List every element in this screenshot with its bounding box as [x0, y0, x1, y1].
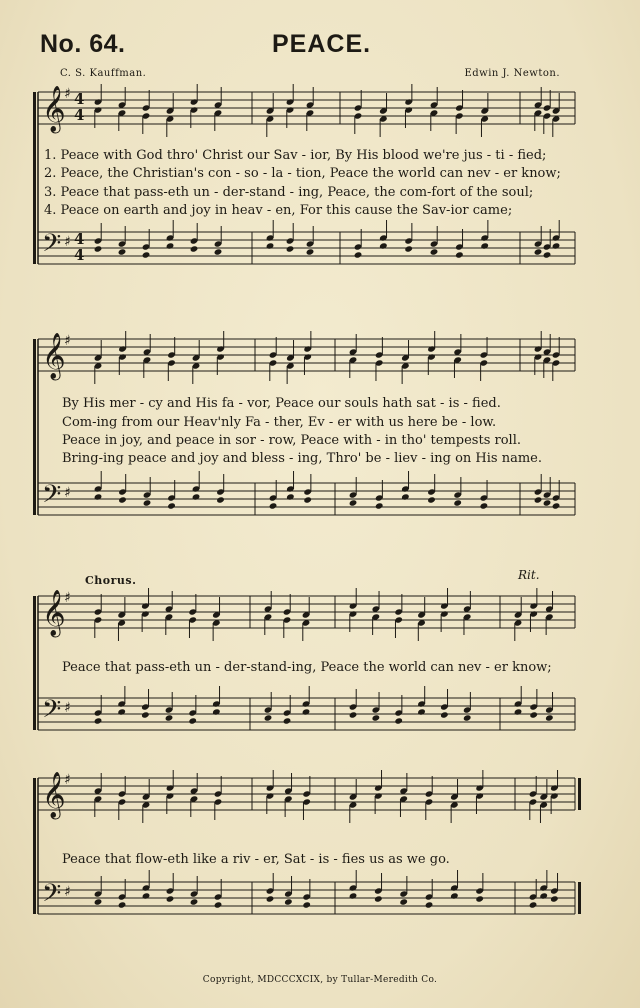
svg-text:♯: ♯	[64, 700, 71, 716]
svg-text:𝄢: 𝄢	[42, 695, 62, 730]
music-system-3	[0, 580, 640, 780]
verse-3-line-a: 3. Peace that pass-eth un - der-stand - ing, Peace, the com-fort of the soul;	[44, 185, 534, 200]
composer-credit: C. S. Kauffman.	[60, 68, 147, 79]
svg-text:4: 4	[74, 230, 85, 248]
svg-text:𝄢: 𝄢	[42, 229, 62, 264]
svg-text:♯: ♯	[64, 772, 71, 788]
author-credit: Edwin J. Newton.	[464, 68, 560, 79]
verse-4-line-a: 4. Peace on earth and joy in heav - en, For this cause the Sav-ior came;	[44, 203, 513, 218]
svg-text:𝄞: 𝄞	[42, 590, 66, 636]
svg-text:♯: ♯	[64, 333, 71, 349]
copyright-notice: Copyright, MDCCCXCIX, by Tullar-Meredith Co.	[202, 975, 438, 985]
svg-text:♯: ♯	[64, 86, 71, 102]
svg-text:𝄞: 𝄞	[42, 333, 66, 379]
svg-text:♯: ♯	[64, 590, 71, 606]
svg-text:𝄢: 𝄢	[42, 879, 62, 914]
verse-1-line-a: 1. Peace with God thro' Christ our Sav - ior, By His blood we're jus - ti - fied;	[44, 148, 547, 163]
hymn-title: PEACE.	[272, 30, 372, 58]
svg-text:♯: ♯	[64, 485, 71, 501]
svg-text:4: 4	[74, 106, 85, 124]
verse-2-line-b: Com-ing from our Heav'nly Fa - ther, Ev - er with us here be - low.	[62, 415, 497, 430]
svg-text:4: 4	[74, 246, 85, 264]
chorus-line-2: Peace that flow-eth like a riv - er, Sat - is - fies us as we go.	[62, 852, 450, 867]
svg-text:♯: ♯	[64, 234, 71, 250]
hymn-number: No. 64.	[40, 30, 126, 58]
svg-text:♯: ♯	[64, 884, 71, 900]
music-system-2	[0, 325, 640, 535]
svg-text:𝄢: 𝄢	[42, 480, 62, 515]
ritardando-marking: Rit.	[518, 568, 540, 582]
verse-2-line-a: 2. Peace, the Christian's con - so - la - tion, Peace the world can nev - er know;	[44, 166, 561, 181]
svg-text:𝄞: 𝄞	[42, 772, 66, 818]
chorus-line-1: Peace that pass-eth un - der-stand-ing, Peace the world can nev - er know;	[62, 660, 552, 675]
verse-4-line-b: Bring-ing peace and joy and bless - ing, Thro' be - liev - ing on His name.	[62, 451, 543, 466]
verse-1-line-b: By His mer - cy and His fa - vor, Peace our souls hath sat - is - fied.	[62, 396, 501, 411]
verse-3-line-b: Peace in joy, and peace in sor - row, Peace with - in tho' tempests roll.	[62, 433, 521, 448]
svg-text:4: 4	[74, 90, 85, 108]
music-system-1	[0, 84, 640, 284]
chorus-label: Chorus.	[85, 574, 137, 587]
svg-text:𝄞: 𝄞	[42, 86, 66, 132]
